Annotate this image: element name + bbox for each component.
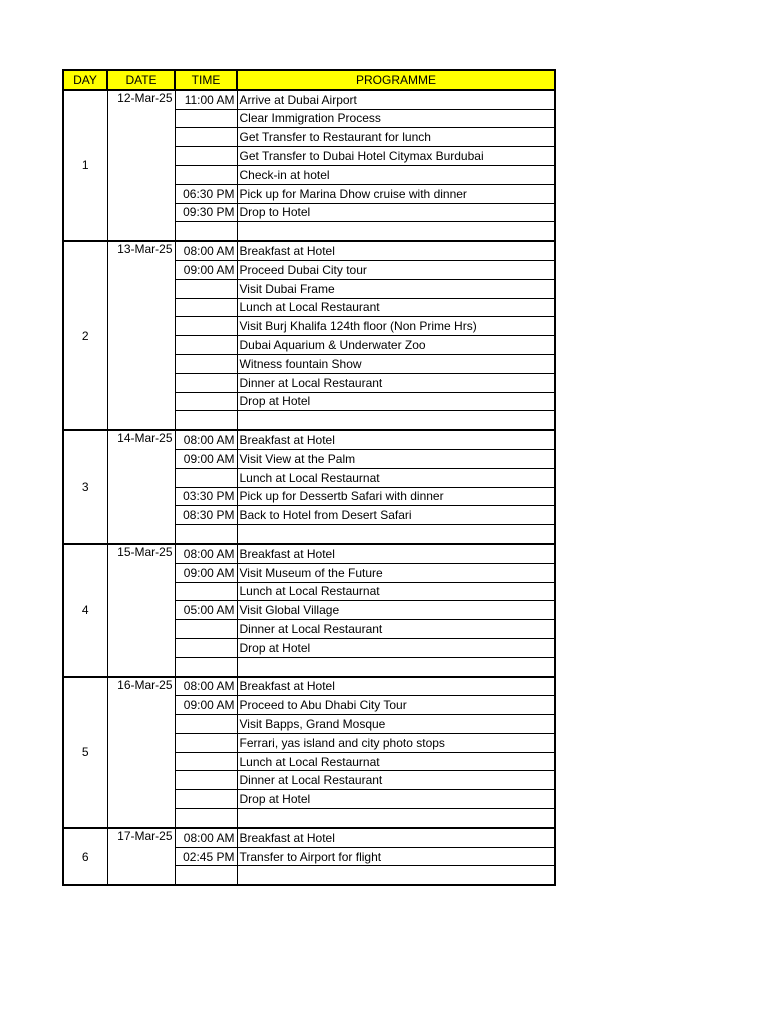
row-time bbox=[175, 733, 237, 752]
itinerary-row bbox=[63, 828, 555, 847]
day-date: 15-Mar-25 bbox=[107, 544, 175, 677]
row-time bbox=[175, 411, 237, 430]
day-date: 12-Mar-25 bbox=[107, 90, 175, 241]
row-programme: Witness fountain Show bbox=[237, 354, 555, 373]
row-time bbox=[175, 620, 237, 639]
row-programme: Get Transfer to Restaurant for lunch bbox=[237, 128, 555, 147]
itinerary-row bbox=[63, 241, 555, 260]
row-programme bbox=[237, 222, 555, 241]
row-time: 08:00 AM bbox=[175, 544, 237, 563]
row-time bbox=[175, 752, 237, 771]
row-programme: Transfer to Airport for flight bbox=[237, 847, 555, 866]
row-time bbox=[175, 279, 237, 298]
day-number: 6 bbox=[63, 828, 107, 885]
row-time bbox=[175, 638, 237, 657]
row-time bbox=[175, 392, 237, 411]
row-time bbox=[175, 336, 237, 355]
row-time: 11:00 AM bbox=[175, 90, 237, 109]
row-programme: Dinner at Local Restaurant bbox=[237, 620, 555, 639]
row-time bbox=[175, 109, 237, 128]
row-programme: Dinner at Local Restaurant bbox=[237, 373, 555, 392]
row-time: 08:00 AM bbox=[175, 828, 237, 847]
row-programme bbox=[237, 809, 555, 828]
header-programme: PROGRAMME bbox=[237, 70, 555, 90]
day-number: 3 bbox=[63, 430, 107, 544]
row-time: 08:00 AM bbox=[175, 430, 237, 449]
row-programme: Dubai Aquarium & Underwater Zoo bbox=[237, 336, 555, 355]
row-time: 09:00 AM bbox=[175, 696, 237, 715]
row-time bbox=[175, 354, 237, 373]
day-date: 13-Mar-25 bbox=[107, 241, 175, 430]
row-time bbox=[175, 468, 237, 487]
row-time bbox=[175, 809, 237, 828]
header-row bbox=[63, 70, 555, 90]
row-programme: Lunch at Local Restaurant bbox=[237, 298, 555, 317]
row-time: 09:00 AM bbox=[175, 563, 237, 582]
row-programme: Visit View at the Palm bbox=[237, 449, 555, 468]
row-programme: Clear Immigration Process bbox=[237, 109, 555, 128]
itinerary-row bbox=[63, 677, 555, 696]
row-programme: Breakfast at Hotel bbox=[237, 828, 555, 847]
day-number: 4 bbox=[63, 544, 107, 677]
row-time bbox=[175, 657, 237, 676]
header-time: TIME bbox=[175, 70, 237, 90]
row-programme: Back to Hotel from Desert Safari bbox=[237, 506, 555, 525]
itinerary-body bbox=[63, 90, 555, 885]
row-programme: Ferrari, yas island and city photo stops bbox=[237, 733, 555, 752]
row-time: 05:00 AM bbox=[175, 601, 237, 620]
row-time bbox=[175, 165, 237, 184]
row-time bbox=[175, 525, 237, 544]
row-programme: Arrive at Dubai Airport bbox=[237, 90, 555, 109]
day-number: 5 bbox=[63, 677, 107, 828]
row-programme: Lunch at Local Restaurnat bbox=[237, 582, 555, 601]
row-programme: Proceed Dubai City tour bbox=[237, 260, 555, 279]
day-number: 1 bbox=[63, 90, 107, 241]
row-programme: Visit Museum of the Future bbox=[237, 563, 555, 582]
row-programme: Check-in at hotel bbox=[237, 165, 555, 184]
header-day: DAY bbox=[63, 70, 107, 90]
row-programme bbox=[237, 657, 555, 676]
row-programme: Pick up for Dessertb Safari with dinner bbox=[237, 487, 555, 506]
row-programme: Lunch at Local Restaurnat bbox=[237, 468, 555, 487]
row-time bbox=[175, 771, 237, 790]
itinerary-row bbox=[63, 544, 555, 563]
row-time bbox=[175, 147, 237, 166]
row-time bbox=[175, 317, 237, 336]
row-programme: Drop at Hotel bbox=[237, 638, 555, 657]
day-date: 14-Mar-25 bbox=[107, 430, 175, 544]
day-date: 17-Mar-25 bbox=[107, 828, 175, 885]
row-time: 08:30 PM bbox=[175, 506, 237, 525]
itinerary-row bbox=[63, 430, 555, 449]
row-time bbox=[175, 866, 237, 885]
itinerary-table bbox=[62, 69, 556, 886]
row-programme: Breakfast at Hotel bbox=[237, 677, 555, 696]
row-programme: Dinner at Local Restaurant bbox=[237, 771, 555, 790]
day-date: 16-Mar-25 bbox=[107, 677, 175, 828]
row-programme: Breakfast at Hotel bbox=[237, 241, 555, 260]
row-programme: Pick up for Marina Dhow cruise with dinner bbox=[237, 184, 555, 203]
row-time bbox=[175, 298, 237, 317]
row-time: 09:00 AM bbox=[175, 449, 237, 468]
row-programme bbox=[237, 411, 555, 430]
row-time bbox=[175, 582, 237, 601]
row-programme bbox=[237, 525, 555, 544]
row-time: 09:00 AM bbox=[175, 260, 237, 279]
itinerary-row bbox=[63, 90, 555, 109]
row-time: 03:30 PM bbox=[175, 487, 237, 506]
row-programme: Drop to Hotel bbox=[237, 203, 555, 222]
row-time bbox=[175, 790, 237, 809]
row-programme: Visit Dubai Frame bbox=[237, 279, 555, 298]
row-programme: Breakfast at Hotel bbox=[237, 544, 555, 563]
row-programme: Visit Burj Khalifa 124th floor (Non Prime Hrs) bbox=[237, 317, 555, 336]
row-programme: Lunch at Local Restaurnat bbox=[237, 752, 555, 771]
row-programme: Visit Bapps, Grand Mosque bbox=[237, 715, 555, 734]
row-time: 06:30 PM bbox=[175, 184, 237, 203]
row-time bbox=[175, 715, 237, 734]
row-programme: Visit Global Village bbox=[237, 601, 555, 620]
row-programme: Get Transfer to Dubai Hotel Citymax Burdubai bbox=[237, 147, 555, 166]
row-time bbox=[175, 373, 237, 392]
row-programme: Drop at Hotel bbox=[237, 392, 555, 411]
row-programme: Proceed to Abu Dhabi City Tour bbox=[237, 696, 555, 715]
row-programme bbox=[237, 866, 555, 885]
row-time bbox=[175, 222, 237, 241]
row-programme: Breakfast at Hotel bbox=[237, 430, 555, 449]
row-time bbox=[175, 128, 237, 147]
header-date: DATE bbox=[107, 70, 175, 90]
row-programme: Drop at Hotel bbox=[237, 790, 555, 809]
row-time: 09:30 PM bbox=[175, 203, 237, 222]
row-time: 02:45 PM bbox=[175, 847, 237, 866]
day-number: 2 bbox=[63, 241, 107, 430]
row-time: 08:00 AM bbox=[175, 241, 237, 260]
row-time: 08:00 AM bbox=[175, 677, 237, 696]
itinerary-sheet bbox=[62, 69, 554, 886]
